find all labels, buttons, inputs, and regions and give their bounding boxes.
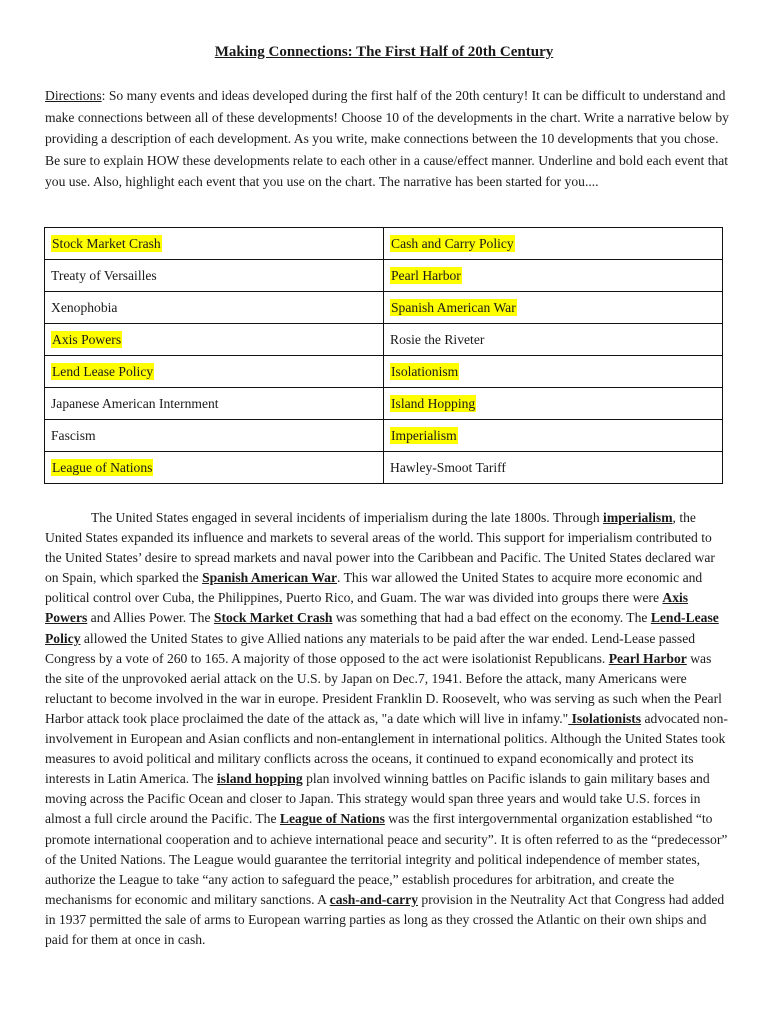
narrative-segment: was the site of the unprovoked aerial attack on the U.S. by Japan on Dec.7, 1941. Before the attack, many Americans were reluctant to become involved in the war in europe. President Franklin D. Roosevelt, who was serving as such when the Pearl Harbor attack took place proclaimed the date of the attack as, "a date which will live in infamy." xyxy=(45,650,722,726)
chart-cell xyxy=(384,452,723,484)
narrative-segment: . This war allowed the United States to acquire more economic and political control over Cuba, the Philippines, Puerto Rico, and Guam. The war was divided into groups there were xyxy=(45,570,703,606)
highlighted-event: Axis Powers xyxy=(52,331,122,347)
chart-cell xyxy=(384,228,723,260)
chart-cell xyxy=(384,356,723,388)
chart-row xyxy=(45,356,723,388)
narrative-segment: The United States engaged in several incidents of imperialism during the late 1800s. Through xyxy=(91,510,604,525)
chart-cell xyxy=(45,388,384,420)
event-label: Japanese American Internment xyxy=(51,395,219,411)
chart-cell xyxy=(45,356,384,388)
narrative-segment: plan involved winning battles on Pacific islands to gain military bases and moving across the Pacific Ocean and closer to Japan. This strategy would span three years and would take U.S. forces in almost a full circle around the Pacific. The xyxy=(45,771,710,827)
directions-text: : So many events and ideas developed during the first half of the 20th century! It can be difficult to understand and make connections between all of these developments! Choose 10 of the developments in the chart. Write a narrative below by providing a description of each development. As you write, make connections between the 10 developments that you chose. Be sure to explain HOW these developments relate to each other in a cause/effect manner. Underline and bold each event that you use. Also, highlight each event that you use on the chart. The narrative has been started for you.... xyxy=(45,88,729,189)
narrative-segment: provision in the Neutrality Act that Congress had added in 1937 permitted the sale of arms to European warring parties as long as they crossed the Atlantic on their own ships and paid for them at once in cash. xyxy=(45,891,725,947)
chart-cell xyxy=(45,228,384,260)
event-label: Treaty of Versailles xyxy=(51,267,157,283)
event-term: Pearl Harbor xyxy=(608,650,687,666)
chart-cell xyxy=(384,388,723,420)
narrative-segment: and Allies Power. The xyxy=(87,610,214,626)
narrative-segment: was something that had a bad effect on the economy. The xyxy=(332,610,651,626)
event-term: Isolationists xyxy=(568,710,642,726)
highlighted-event: Island Hopping xyxy=(391,395,476,411)
page-title: Making Connections: The First Half of 20th Century xyxy=(214,44,554,60)
narrative-segment: allowed the United States to give Allied nations any materials to be paid after the war ended. Lend-Lease passed Congress by a vote of 260 to 165. A majority of those opposed to the act were isolationist Republicans. xyxy=(45,630,696,666)
chart-cell xyxy=(45,260,384,292)
event-term: Axis Powers xyxy=(45,590,689,626)
event-term: Spanish American War xyxy=(202,570,338,586)
highlighted-event: Isolationism xyxy=(391,363,459,379)
narrative-segment: was the first intergovernmental organization established “to promote international cooperation and to achieve international peace and security”. It is often referred to as the “predecessor” of the United Nations. The League would guarantee the territorial integrity and political independence of member states, authorize the League to take “any action to safeguard the peace,” establish procedures for arbitration, and create the mechanisms for economic and military sanctions. A xyxy=(45,811,728,907)
highlighted-event: Spanish American War xyxy=(391,299,516,315)
highlighted-event: Lend Lease Policy xyxy=(52,363,154,379)
chart-cell xyxy=(45,420,384,452)
chart-cell xyxy=(384,420,723,452)
event-label: Hawley-Smoot Tariff xyxy=(390,459,506,475)
chart-row xyxy=(45,324,723,356)
narrative-paragraph xyxy=(45,508,731,950)
event-term: Stock Market Crash xyxy=(213,610,333,626)
event-term: imperialism xyxy=(603,510,673,525)
event-term: island hopping xyxy=(216,771,303,787)
narrative-text xyxy=(45,508,731,950)
event-label: Xenophobia xyxy=(51,299,118,315)
chart-row xyxy=(45,260,723,292)
event-label: Rosie the Riveter xyxy=(390,331,485,347)
event-term: Lend-Lease Policy xyxy=(45,610,719,646)
directions-paragraph xyxy=(45,85,731,193)
highlighted-event: Imperialism xyxy=(391,427,457,443)
chart-cell xyxy=(384,292,723,324)
chart-cell xyxy=(384,260,723,292)
chart-cell xyxy=(45,452,384,484)
chart-cell xyxy=(45,292,384,324)
developments-chart xyxy=(44,227,723,484)
chart-row xyxy=(45,292,723,324)
directions-label: Directions xyxy=(45,88,102,103)
highlighted-event: League of Nations xyxy=(52,459,153,475)
chart-row xyxy=(45,452,723,484)
chart-row xyxy=(45,388,723,420)
event-term: cash-and-carry xyxy=(329,891,419,907)
event-label: Fascism xyxy=(51,427,96,443)
highlighted-event: Pearl Harbor xyxy=(391,267,461,283)
narrative-segment: advocated non-involvement in European and Asian conflicts and non-entanglement in international politics. Although the United States took measures to avoid political and military conflicts across the oceans, it continued to expand economically and protect its interests in Latin America. The xyxy=(45,710,728,787)
chart-row xyxy=(45,228,723,260)
highlighted-event: Cash and Carry Policy xyxy=(391,235,514,251)
narrative-segment: , the United States expanded its influence and markets to several areas of the world. This support for imperialism contributed to the United States’ desire to spread markets and naval power into the Caribbean and Pacific. The United States declared war on Spain, which sparked the xyxy=(45,510,715,586)
chart-cell xyxy=(45,324,384,356)
chart-row xyxy=(45,420,723,452)
event-term: League of Nations xyxy=(279,811,385,827)
highlighted-event: Stock Market Crash xyxy=(52,235,161,251)
chart-cell xyxy=(384,324,723,356)
